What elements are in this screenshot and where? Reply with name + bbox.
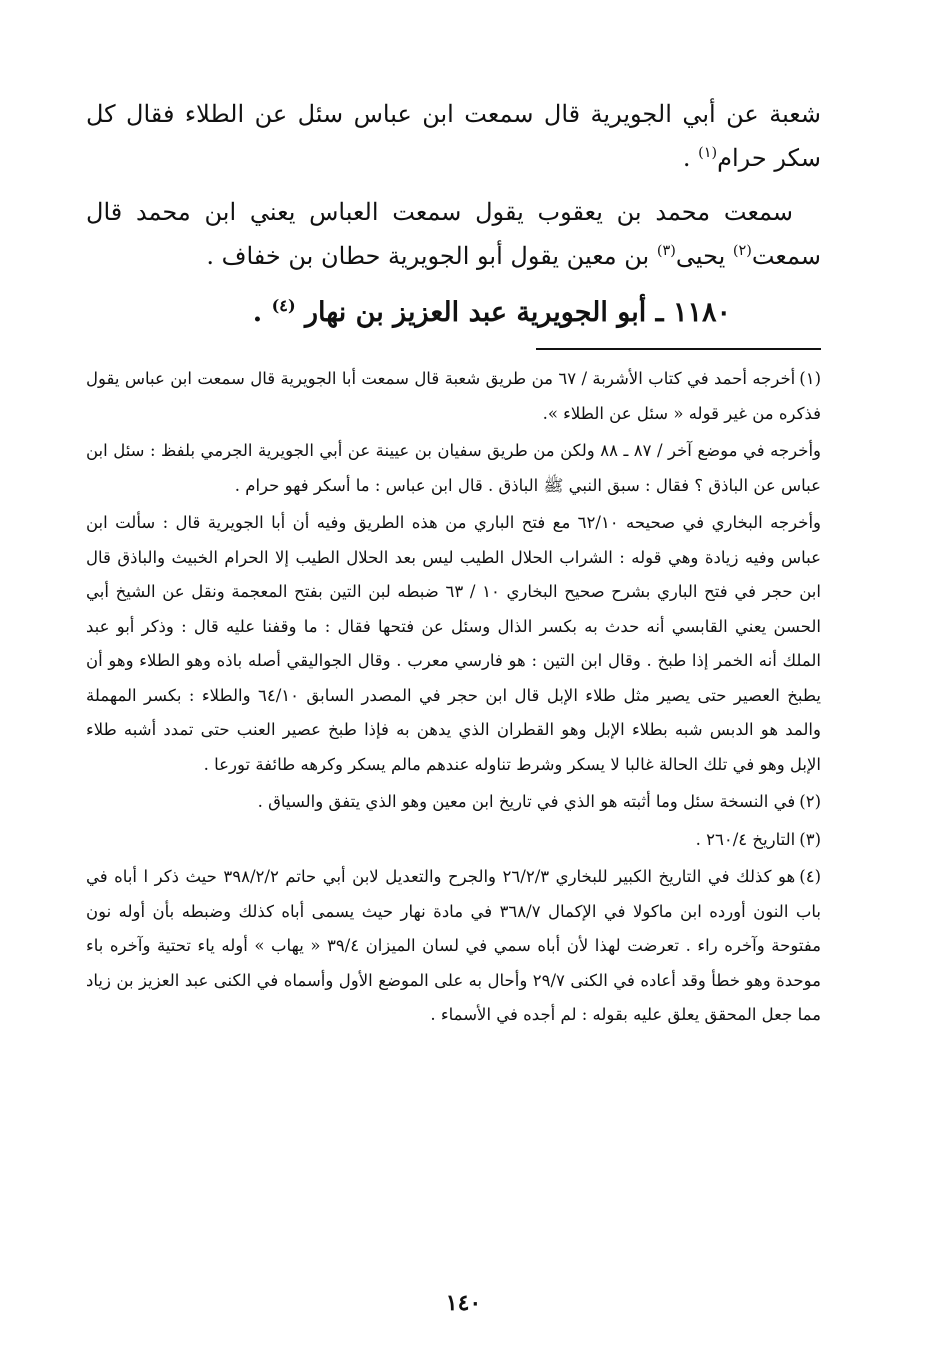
footnote-4-number: (٤) <box>799 867 821 886</box>
footnote-1-number: (١) <box>799 369 822 388</box>
footnote-2-number: (٢) <box>799 792 821 811</box>
footnote-ref-2: (٢) <box>732 243 752 259</box>
page-number: ١٤٠ <box>445 1290 482 1316</box>
footnote-3-number: (٣) <box>799 829 821 849</box>
main-paragraph-1 <box>86 92 821 180</box>
para2-text-c: بن معين يقول أبو الجويرية حطان بن خفاف . <box>206 242 657 270</box>
footnote-4 <box>86 860 821 1033</box>
footnote-1 <box>86 362 821 782</box>
para2-text-b: يحيى <box>675 242 733 270</box>
entry-heading <box>86 288 821 338</box>
footnote-1-text-3: وأخرجه البخاري في صحيحه ٦٢/١٠ مع فتح الباري من هذه الطريق وفيه أن أبا الجويرية قال : سألت ابن عباس وفيه زيادة وهي قوله : الشراب الحلال الطيب ليس بعد الحلال الطيب إلا الحرام الخبيث والباذق قال ابن حجر في فتح الباري بشرح صحيح البخاري ١٠ / ٦٣ ضبطه لبن التين بفتح المعجمة ونقل عن الشيخ أبي الحسن يعني القابسي أنه حدث به بكسر الذال وسئل عن فتحها فقال : ما وقفنا عليه قال : وذكر أبو عبد الملك أنه الخمر إذا طبخ . وقال ابن التين : هو فارسي معرب . وقال الجواليقي أصله باذه وهو الطلاء وهو أن يطبخ العصير حتى يصير مثل طلاء الإبل قال ابن حجر في المصدر السابق ٦٤/١٠ والطلاء : بكسر المهملة والمد هو الدبس شبه بطلاء الإبل وهو القطران الذي يدهن به فإذا طبخ عصير العنب حتى تمدد أشبه طلاء الإبل وهو في تلك الحالة غالبا لا يسكر وشرط تناوله عندهم مالم يسكر وكرهه طائفة تورعا . <box>86 513 821 774</box>
footnotes-section <box>86 362 821 1033</box>
para2-text-a: سمعت محمد بن يعقوب يقول سمعت العباس يعني ابن محمد قال سمعت <box>86 198 821 270</box>
footnote-1-para-3 <box>86 506 821 782</box>
footnote-1-para-1 <box>86 362 821 431</box>
footnote-3 <box>86 823 821 858</box>
footnote-divider <box>536 348 821 350</box>
footnote-ref-4: (٤) <box>271 296 296 315</box>
footnote-1-text-2: وأخرجه في موضع آخر / ٨٧ ـ ٨٨ ولكن من طريق سفيان بن عيينة عن أبي الجويرية الجرمي بلفظ : سئل ابن عباس عن الباذق ؟ فقال : سبق النبي ﷺ الباذق . قال ابن عباس : ما أسكر فهو حرام . <box>86 441 821 495</box>
footnote-1-para-2 <box>86 434 821 503</box>
para1-end: . <box>682 144 699 172</box>
page-content <box>86 92 821 1036</box>
footnote-1-text-1: أخرجه أحمد في كتاب الأشربة / ٦٧ من طريق شعبة قال سمعت أبا الجويرية قال سمعت ابن عباس يقول فذكره من غير قوله « سئل عن الطلاء ». <box>86 369 821 423</box>
footnote-4-text: هو كذلك في التاريخ الكبير للبخاري ٢٦/٢/٣ والجرح والتعديل لابن أبي حاتم ٣٩٨/٢/٢ حيث ذكر ا أباه في باب النون أورده ابن ماكولا في الإكمال ٣٦٨/٧ في مادة نهار حيث يسمى أباه كذلك وضبطه بأن أوله نون مفتوحة وآخره راء . تعرضت لهذا لأن أباه سمي في لسان الميزان ٣٩/٤ « يهاب » أوله ياء تحتية وآخره باء موحدة وهو خطأ وقد أعاده في الكنى ٢٩/٧ وأحال به على الموضع الأول وأسماه في الكنى عبد العزيز بن زياد مما جعل المحقق يعلق عليه بقوله : لم أجده في الأسماء . <box>86 867 822 1024</box>
footnote-ref-3: (٣) <box>656 243 676 259</box>
footnote-2-text: في النسخة سئل وما أثبته هو الذي في تاريخ ابن معين وهو الذي يتفق والسياق . <box>257 792 796 811</box>
heading-end: . <box>252 297 272 328</box>
footnote-ref-1: (١) <box>698 145 718 161</box>
footnote-2 <box>86 785 821 820</box>
main-paragraph-2 <box>86 190 821 278</box>
para1-text: شعبة عن أبي الجويرية قال سمعت ابن عباس سئل عن الطلاء فقال كل سكر حرام <box>86 100 821 172</box>
footnote-3-text: التاريخ ٢٦٠/٤ . <box>695 829 796 849</box>
heading-text: ١١٨٠ ـ أبو الجويرية عبد العزيز بن نهار <box>295 297 731 328</box>
